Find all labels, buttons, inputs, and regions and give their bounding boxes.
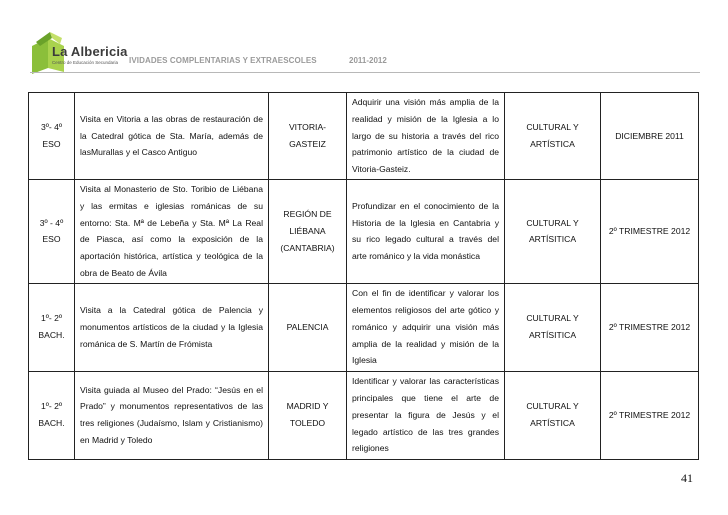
logo-subtitle: Centro de Educación Secundaria (52, 60, 119, 65)
description-cell: Visita guiada al Museo del Prado: “Jesús en el Prado” y monumentos representativos de las tres religiones (Judaísmo, Islam y Cristianismo) en Madrid y Toledo (75, 371, 269, 459)
course-cell: 3º - 4º ESO (29, 179, 75, 283)
objective-cell: Con el fin de identificar y valorar los elementos religiosos del arte gótico y románico y adquirir una visión más amplia de la realidad y misión de la Iglesia (347, 283, 505, 371)
date-cell: 2º TRIMESTRE 2012 (601, 371, 699, 459)
place-cell: REGIÓN DE LIÉBANA (CANTABRIA) (269, 179, 347, 283)
objective-cell: Identificar y valorar las características principales que tiene el arte de presentar la figura de Jesús y el legado artístico de las tres grandes religiones (347, 371, 505, 459)
type-cell: CULTURAL Y ARTÍSITICA (505, 179, 601, 283)
table-row (29, 283, 699, 371)
table-row (29, 93, 699, 180)
table-row (29, 179, 699, 283)
course-cell: 1º- 2º BACH. (29, 371, 75, 459)
date-cell: 2º TRIMESTRE 2012 (601, 179, 699, 283)
type-cell: CULTURAL Y ARTÍSTICA (505, 371, 601, 459)
place-cell: VITORIA-GASTEIZ (269, 93, 347, 180)
table-row (29, 371, 699, 459)
page-header (0, 0, 728, 80)
page-number: 41 (681, 471, 693, 485)
header-title: IVIDADES COMPLENTARIAS Y EXTRAESCOLES (129, 56, 317, 65)
objective-cell: Adquirir una visión más amplia de la realidad y misión de la Iglesia a lo largo de su historia a través del rico patrimonio artístico de la ciudad de Vitoria-Gasteiz. (347, 93, 505, 180)
place-cell: PALENCIA (269, 283, 347, 371)
activities-table (28, 92, 699, 460)
date-cell: DICIEMBRE 2011 (601, 93, 699, 180)
description-cell: Visita en Vitoria a las obras de restauración de la Catedral gótica de Sta. María, además de lasMurallas y el Casco Antiguo (75, 93, 269, 180)
objective-cell: Profundizar en el conocimiento de la Historia de la Iglesia en Cantabria y su rico legado cultural a través del arte románico y la vida monástica (347, 179, 505, 283)
date-cell: 2º TRIMESTRE 2012 (601, 283, 699, 371)
logo-text: La Albericia (52, 44, 128, 59)
course-cell: 3º- 4º ESO (29, 93, 75, 180)
header-year: 2011-2012 (349, 56, 387, 65)
type-cell: CULTURAL Y ARTÍSITICA (505, 283, 601, 371)
description-cell: Visita a la Catedral gótica de Palencia y monumentos artísticos de la ciudad y la Iglesia románica de S. Martín de Frómista (75, 283, 269, 371)
header-divider (30, 72, 700, 73)
description-cell: Visita al Monasterio de Sto. Toribio de Liébana y las ermitas e iglesias románicas de su entorno: Sta. Mª de Lebeña y Sta. Mª La Real de Piasca, así como la exposición de la aportación histórica, artística y teológica de la obra de Beato de Ávila (75, 179, 269, 283)
place-cell: MADRID Y TOLEDO (269, 371, 347, 459)
course-cell: 1º- 2º BACH. (29, 283, 75, 371)
type-cell: CULTURAL Y ARTÍSTICA (505, 93, 601, 180)
